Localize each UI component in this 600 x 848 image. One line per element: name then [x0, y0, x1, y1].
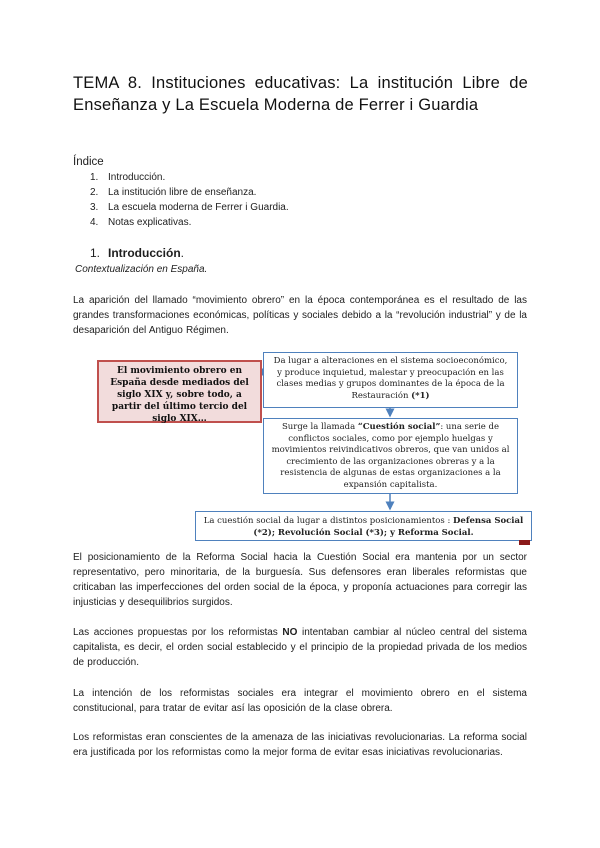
paragraph-text: intentaban cambiar al núcleo central del sistema capitalista, es decir, el orden social establecido y el principio de la propiedad privada de los medios de producción.: [73, 627, 527, 668]
table-of-contents: [90, 170, 289, 230]
toc-item-text: La escuela moderna de Ferrer i Guardia.: [108, 202, 289, 213]
diagram-box-movimiento-obrero: El movimiento obrero en España desde mediados del siglo XIX y, sobre todo, a partir del último tercio del siglo XIX…: [97, 360, 262, 423]
paragraph-emphasis: NO: [282, 627, 298, 638]
decorative-mark: [519, 540, 530, 545]
diagram-box-text: Da lugar a alteraciones en el sistema socioeconómico, y produce inquietud, malestar y preocupación en las clases medias y grupos dominantes de la época de la Restauración: [273, 356, 508, 401]
page-title: TEMA 8. Instituciones educativas: La institución Libre de Enseñanza y La Escuela Moderna de Ferrer i Guardia: [73, 74, 528, 114]
toc-item-text: Notas explicativas.: [108, 217, 192, 228]
paragraph: El posicionamiento de la Reforma Social hacia la Cuestión Social era mantenia por un sector representativo, pero minoritaria, de la burguesía. Sus defensores eran liberales reformistas que criticaban las imperfecciones del orden social de la época, y proponía actuaciones para corregir las injusticias y desequilibrios surgidos.: [73, 552, 527, 608]
paragraph-text: Las acciones propuestas por los reformistas: [73, 627, 283, 638]
toc-item: [90, 185, 289, 200]
index-label: Índice: [73, 156, 104, 168]
toc-item-text: Introducción.: [108, 172, 166, 183]
section-heading-suffix: .: [180, 246, 185, 260]
section-heading-introduccion: [90, 245, 184, 261]
paragraph: [73, 625, 527, 670]
toc-item: [90, 200, 289, 215]
section-heading-text: Introducción: [108, 246, 181, 260]
toc-item: [90, 170, 289, 185]
toc-item-number: 1.: [90, 172, 99, 183]
diagram-box-text: Surge la llamada: [281, 422, 358, 432]
section-number: 1.: [90, 246, 101, 260]
paragraph: La intención de los reformistas sociales era integrar el movimiento obrero en el sistema constitucional, para tratar de evitar así las oposición de la clase obrera.: [73, 688, 527, 714]
toc-item-number: 4.: [90, 217, 99, 228]
diagram-box-posicionamientos: [195, 511, 532, 541]
paragraph: Los reformistas eran conscientes de la amenaza de las iniciativas revolucionarias. La reforma social era justificada por los reformistas como la mejor forma de evitar esas iniciativas revolucionarias.: [73, 732, 527, 758]
diagram-box-alteraciones: [263, 352, 518, 408]
toc-item: [90, 215, 289, 230]
paragraph: La aparición del llamado “movimiento obrero” en la época contemporánea es el resultado de las grandes transformaciones económicas, políticas y sociales debido a la “revolución industrial” y de la desaparición del Antiguo Régimen.: [73, 295, 527, 336]
diagram-box-text: La cuestión social da lugar a distintos posicionamientos :: [203, 516, 454, 526]
diagram-box-bold-term: “Cuestión social”: [357, 422, 441, 432]
toc-item-number: 3.: [90, 202, 99, 213]
diagram-box-cuestion-social: [263, 418, 518, 494]
toc-item-number: 2.: [90, 187, 99, 198]
diagram-box-text: : una serie de conflictos sociales, como por ejemplo huelgas y movimientos reivindicativos obreros, que van unidos al crecimiento de las organizaciones obreras y a la resistencia de algunas de estas organizaciones a la expansión capitalista.: [271, 422, 510, 490]
diagram-box-bold-term: Defensa Social (*2); Revolución Social (*3); y Reforma Social.: [253, 516, 524, 538]
diagram-box-ref: (*1): [411, 390, 430, 401]
toc-item-text: La institución libre de enseñanza.: [108, 187, 257, 198]
section-subheading: Contextualización en España.: [75, 264, 208, 275]
